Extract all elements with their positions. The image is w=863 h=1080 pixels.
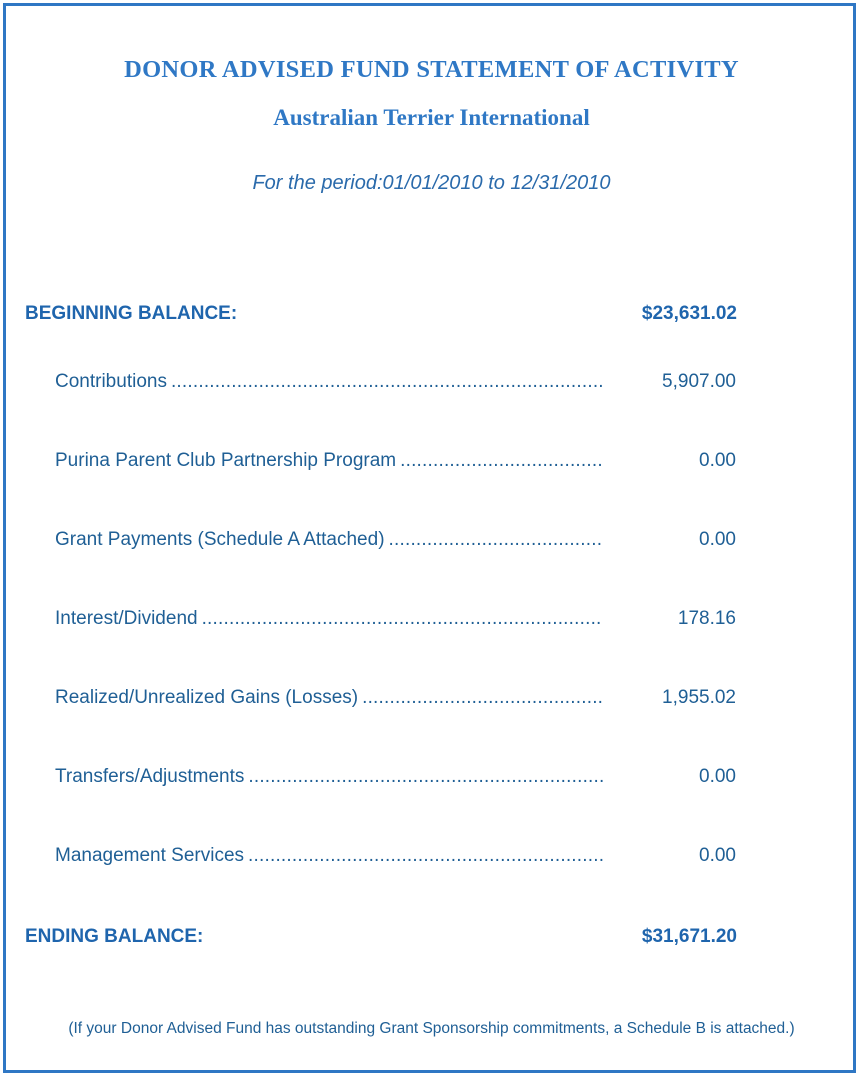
line-item-amount: 1,955.02 xyxy=(662,687,736,708)
leader-dots xyxy=(400,450,603,472)
line-item-amount: 0.00 xyxy=(699,529,736,550)
beginning-balance-label: BEGINNING BALANCE: xyxy=(25,303,238,324)
line-item-label: Contributions xyxy=(55,371,167,392)
line-item-label: Transfers/Adjustments xyxy=(55,766,245,787)
ending-balance-amount: $31,671.20 xyxy=(641,926,737,947)
line-item-amount: 0.00 xyxy=(699,766,736,787)
line-item-amount: 178.16 xyxy=(677,608,736,629)
line-item-label: Purina Parent Club Partnership Program xyxy=(55,450,397,471)
leader-dots xyxy=(202,608,603,630)
beginning-balance-amount: $23,631.02 xyxy=(641,303,737,324)
line-item-label: Grant Payments (Schedule A Attached) xyxy=(55,529,385,550)
statement-period: For the period:01/01/2010 to 12/31/2010 xyxy=(252,172,611,194)
line-item-label: Interest/Dividend xyxy=(55,608,198,629)
line-item-interest-dividend xyxy=(55,608,603,630)
line-item-amount: 0.00 xyxy=(699,450,736,471)
line-item-label: Realized/Unrealized Gains (Losses) xyxy=(55,687,359,708)
line-item-amount: 5,907.00 xyxy=(662,371,736,392)
schedule-b-footnote: (If your Donor Advised Fund has outstanding Grant Sponsorship commitments, a Schedule B is attached.) xyxy=(68,1020,795,1037)
line-item-grant-payments xyxy=(55,529,603,551)
organization-name: Australian Terrier International xyxy=(273,105,590,130)
line-item-gains-losses xyxy=(55,687,603,709)
leader-dots xyxy=(171,371,603,393)
line-item-amount: 0.00 xyxy=(699,845,736,866)
line-item-transfers-adjustments xyxy=(55,766,603,788)
leader-dots xyxy=(362,687,603,709)
line-item-management-services xyxy=(55,845,603,867)
line-item-contributions xyxy=(55,371,603,393)
leader-dots xyxy=(248,766,603,788)
ending-balance-label: ENDING BALANCE: xyxy=(25,926,204,947)
leader-dots xyxy=(248,845,603,867)
line-item-purina-program xyxy=(55,450,603,472)
statement-title: DONOR ADVISED FUND STATEMENT OF ACTIVITY xyxy=(124,56,739,83)
line-item-label: Management Services xyxy=(55,845,245,866)
leader-dots xyxy=(389,529,603,551)
